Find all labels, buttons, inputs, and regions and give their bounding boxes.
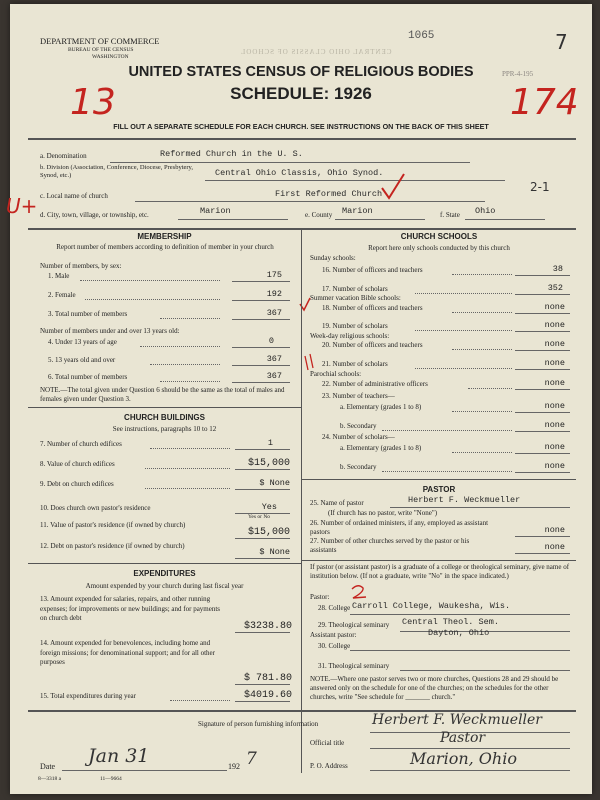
q24b-value: none [544,461,565,471]
q28-value: Carroll College, Waukesha, Wis. [352,601,511,611]
red-check-icon [380,172,406,202]
answer-line [515,389,570,390]
column-divider [301,228,302,773]
answer-line [232,382,290,383]
county-line [335,219,425,220]
print-code: 11—9664 [100,776,122,782]
signature-label: Signature of person furnishing information [198,720,319,728]
leader-dots [382,471,512,472]
address-line [370,770,570,771]
buildings-sub: See instructions, paragraphs 10 to 12 [112,425,217,433]
year-value: 7 [246,749,257,769]
schools-sub: Report here only schools conducted by this church [368,244,510,252]
city-line [178,219,288,220]
q17-label: 17. Number of scholars [322,285,388,293]
residence-debt-value: $ None [259,547,290,557]
instructions-line: FILL OUT A SEPARATE SCHEDULE FOR EACH CHURCH. SEE INSTRUCTIONS ON THE BACK OF THIS SHEET [113,122,489,131]
leader-dots [80,280,220,281]
q24b-label: b. Secondary [340,463,377,471]
bureau-heading: BUREAU OF THE CENSUS [68,47,134,53]
leader-dots [452,411,512,412]
q16-value: 38 [552,264,563,274]
male-label: 1. Male [48,272,70,280]
q16-label: 16. Number of officers and teachers [322,266,423,274]
year-prefix: 192 [228,762,240,771]
answer-line [515,369,570,370]
over-13-value: 367 [266,354,282,364]
leader-dots [415,368,512,369]
answer-line [232,300,290,301]
local-name-value: First Reformed Church [275,189,383,199]
parochial-schools-label: Parochial schools: [310,370,362,378]
pencil-note: PPR-4-195 [502,70,534,78]
edifice-value-value: $15,000 [247,458,290,469]
residence-value-label: 11. Value of pastor's residence (if owned by church) [40,521,186,529]
membership-intro: Report number of members according to definition of member in your church [56,243,274,251]
q19-value: none [544,320,565,330]
answer-line [232,319,290,320]
corner-mark: 7 [555,30,568,54]
answer-line [400,670,570,671]
q29-value: Central Theol. Sem. [402,617,499,627]
residence-value-value: $15,000 [247,527,290,538]
q23b-label: b. Secondary [340,422,377,430]
denomination-label: a. Denomination [40,152,87,160]
under-13-label: 4. Under 13 years of age [48,338,117,346]
official-title-label: Official title [310,739,345,747]
assistant-pastor-label: Assistant pastor: [310,631,357,639]
q24a-value: none [544,442,565,452]
pastor-note: NOTE.—Where one pastor serves two or more churches, Questions 28 and 29 should be answered only on the schedule for one of the churches; on the schedules for the other churches, write "See schedule for _______ church." [310,675,559,701]
female-value: 192 [266,289,282,299]
local-name-label: c. Local name of church [40,192,108,200]
pastor-sublabel: Pastor: [310,593,330,601]
q29-value-city: Dayton, Ohio [428,628,490,638]
leader-dots [170,700,230,701]
denomination-line [110,162,470,163]
answer-line [235,632,290,633]
answer-line [350,614,570,615]
q14-label: 14. Amount expended for benevolences, including home and foreign missions; for denominational support; and for all other purposes [40,639,215,666]
total-members-2-value: 367 [266,371,282,381]
male-value: 175 [266,270,282,280]
q18-label: 18. Number of officers and teachers [322,304,423,312]
answer-line [515,472,570,473]
q22-value: none [544,378,565,388]
q20-value: none [544,339,565,349]
answer-line [515,553,570,554]
division-line [205,180,505,181]
q15-label: 15. Total expenditures during year [40,692,136,700]
answer-line [350,650,570,651]
city-value: Marion [200,206,231,216]
membership-note: NOTE.—The total given under Question 6 should be the same as the total of males and females given under Question 3. [40,386,285,403]
yes-no-hint: Yes or No [248,514,271,520]
q13-label: 13. Amount expended for salaries, repairs, and other running expenses; for improvements or new buildings; and for payments on church debt [40,595,221,622]
owns-residence-value: Yes [261,502,277,512]
edifices-value: 1 [267,438,273,448]
division-value: Central Ohio Classis, Ohio Synod. [215,168,384,178]
total-members-label: 3. Total number of members [48,310,128,318]
red-side-mark: U+ [6,194,38,218]
edifice-debt-label: 9. Debt on church edifices [40,480,114,488]
q14-value: $ 781.80 [243,673,292,684]
section-rule [301,479,576,480]
leader-dots [415,293,512,294]
leader-dots [160,318,220,319]
q25-label: 25. Name of pastor [310,499,364,507]
total-members-2-label: 6. Total number of members [48,373,128,381]
q13-value: $3238.80 [243,621,292,632]
leader-dots [415,330,512,331]
q22-label: 22. Number of administrative officers [322,380,428,388]
q24-label: 24. Number of scholars— [322,433,395,441]
q25-hint: (If church has no pastor, write "None") [328,509,438,517]
denomination-value: Reformed Church in the U. S. [160,149,303,159]
under-13-value: 0 [268,336,274,346]
college-note: If pastor (or assistant pastor) is a graduate of a college or theological seminary, give name of institution below. (If not a graduate, write "No" in the space indicated.) [310,563,570,580]
q23a-label: a. Elementary (grades 1 to 8) [340,403,422,411]
q28-label: 28. College [318,604,351,612]
leader-dots [140,346,220,347]
city-heading: WASHINGTON [92,54,129,60]
date-value: Jan 31 [88,745,150,767]
date-label: Date [40,762,56,771]
female-label: 2. Female [48,291,76,299]
q27-label: 27. Number of other churches served by the pastor or his assistants [310,537,470,554]
state-line [465,219,545,220]
signature-value: Herbert F. Weckmueller [372,712,543,728]
leader-dots [150,448,230,449]
bleed-through-text: CENTRAL OHIO CLASSIS OF SCHOOL [240,48,392,56]
answer-line [515,313,570,314]
leader-dots [382,430,512,431]
leader-dots [150,364,220,365]
membership-heading: MEMBERSHIP [137,232,192,241]
q23a-value: none [544,401,565,411]
q23b-value: none [544,420,565,430]
address-value: Marion, Ohio [410,749,517,768]
county-value: Marion [342,206,373,216]
q30-label: 30. College [318,642,351,650]
leader-dots [160,381,220,382]
answer-line [515,431,570,432]
edifices-label: 7. Number of church edifices [40,440,122,448]
answer-line [235,701,290,702]
q17-value: 352 [547,283,563,293]
schools-heading: CHURCH SCHOOLS [400,232,478,241]
answer-line [515,294,570,295]
q15-value: $4019.60 [243,690,292,701]
answer-line [515,412,570,413]
answer-line [235,449,290,450]
q21-label: 21. Number of scholars [322,360,388,368]
members-by-sex-label: Number of members, by sex: [40,262,122,270]
expenditures-heading: EXPENDITURES [133,569,196,578]
census-schedule-sheet [6,4,592,794]
leader-dots [145,468,230,469]
answer-line [515,536,570,537]
q26-label: 26. Number of ordained ministers, if any, employed as assistant pastors [310,519,489,536]
answer-line [515,350,570,351]
answer-line [515,331,570,332]
owns-residence-label: 10. Does church own pastor's residence [40,504,151,512]
date-line [62,770,227,771]
answer-line [235,469,290,470]
form-title: UNITED STATES CENSUS OF RELIGIOUS BODIES [128,64,474,80]
leader-dots [468,388,512,389]
q26-value: none [544,525,565,535]
leader-dots [452,312,512,313]
answer-line [232,281,290,282]
form-code: 8—3318 a [38,776,62,782]
division-label: b. Division (Association, Conference, Diocese, Presbytery, Synod, etc.) [40,164,194,179]
residence-debt-label: 12. Debt on pastor's residence (if owned by church) [40,542,185,550]
section-rule [301,560,576,561]
red-two-mark [348,584,370,600]
section-rule [28,407,301,408]
sunday-schools-label: Sunday schools: [310,254,356,262]
edifice-debt-value: $ None [259,478,290,488]
stamp-number: 1065 [408,30,435,42]
q25-value: Herbert F. Weckmueller [408,495,521,505]
local-name-mark: 2-1 [530,180,550,194]
official-title-value: Pastor [440,730,486,746]
edifice-value-label: 8. Value of church edifices [40,460,115,468]
expenditures-sub: Amount expended by your church during last fiscal year [85,582,244,590]
q31-label: 31. Theological seminary [318,662,390,670]
leader-dots [145,488,230,489]
leader-dots [452,274,512,275]
answer-line [515,453,570,454]
answer-line [232,347,290,348]
local-name-line [135,201,485,202]
pastor-heading: PASTOR [422,485,456,494]
leader-dots [452,349,512,350]
red-annotation-right: 174 [510,82,579,123]
address-label: P. O. Address [310,762,348,770]
state-label: f. State [440,211,460,219]
q29-label: 29. Theological seminary [318,621,390,629]
age-label: Number of members under and over 13 years old: [40,327,180,335]
total-members-value: 367 [266,308,282,318]
county-label: e. County [305,211,333,219]
section-rule [28,228,576,230]
answer-line [235,558,290,559]
weekday-schools-label: Week-day religious schools: [310,332,390,340]
q19-label: 19. Number of scholars [322,322,388,330]
answer-line [235,684,290,685]
answer-line [232,365,290,366]
q24a-label: a. Elementary (grades 1 to 8) [340,444,422,452]
answer-line [390,507,570,508]
schedule-title: SCHEDULE: 1926 [230,84,372,103]
leader-dots [452,452,512,453]
department-heading: DEPARTMENT OF COMMERCE [40,36,160,46]
summer-schools-label: Summer vacation Bible schools: [310,294,401,302]
leader-dots [85,299,220,300]
answer-line [235,538,290,539]
section-rule [28,563,301,564]
q18-value: none [544,302,565,312]
red-tick-icon-2 [302,352,316,372]
q21-value: none [544,358,565,368]
over-13-label: 5. 13 years old and over [48,356,116,364]
answer-line [235,489,290,490]
q27-value: none [544,542,565,552]
red-annotation-left: 13 [70,82,116,123]
q20-label: 20. Number of officers and teachers [322,341,423,349]
header-rule [28,138,576,140]
answer-line [515,275,570,276]
q23-label: 23. Number of teachers— [322,392,395,400]
state-value: Ohio [475,206,496,216]
city-label: d. City, town, village, or township, etc. [40,211,149,219]
buildings-heading: CHURCH BUILDINGS [124,413,205,422]
